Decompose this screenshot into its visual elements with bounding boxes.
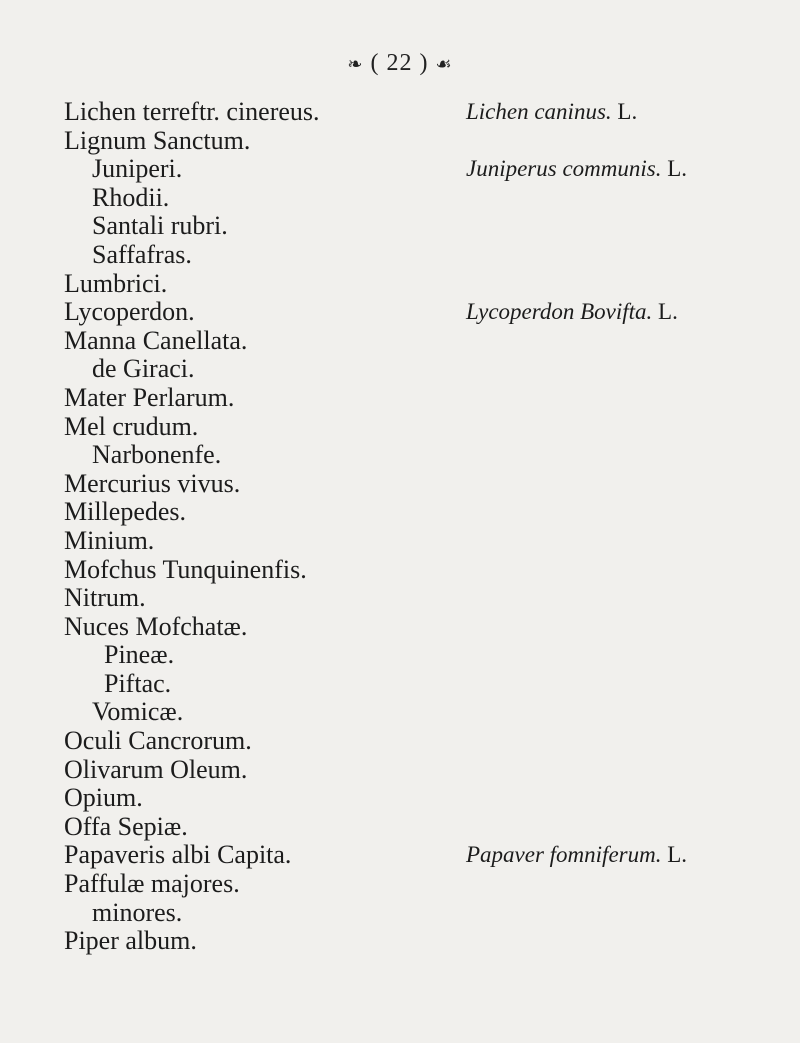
entry-papaveris: Papaveris albi Capita.: [64, 840, 292, 870]
entry-manna-giraci: de Giraci.: [92, 354, 195, 384]
linnaean-name: Lycoperdon Bovifta.: [466, 299, 653, 325]
spacer: [466, 613, 766, 642]
spacer: [466, 756, 766, 785]
entry-juniperi: Juniperi.: [92, 154, 183, 184]
spacer: [466, 813, 766, 842]
linnaean-papaver: [466, 841, 766, 870]
spacer: [466, 327, 766, 356]
right-column: [466, 98, 766, 870]
spacer: [466, 212, 766, 241]
entry-ossa: Offa Sepiæ.: [64, 811, 188, 841]
linnaean-name: Papaver fomniferum.: [466, 842, 662, 868]
spacer: [466, 184, 766, 213]
entry-nuces-pineae: Pineæ.: [104, 640, 175, 670]
entry-mater-perlarum: Mater Perlarum.: [64, 382, 235, 412]
entry-passulae: Paffulæ majores.: [64, 869, 240, 899]
linnaeus-ref: L.: [658, 299, 678, 325]
entry-nuces: Nuces Mofchatæ.: [64, 611, 248, 641]
spacer: [466, 727, 766, 756]
entry-millepedes: Millepedes.: [64, 497, 187, 527]
entry-piper: Piper album.: [64, 926, 197, 956]
entry-olivarum: Olivarum Oleum.: [64, 754, 248, 784]
spacer: [466, 384, 766, 413]
spacer: [466, 241, 766, 270]
entry-minium: Minium.: [64, 525, 155, 555]
linnaeus-ref: L.: [667, 156, 688, 182]
entry-mel-narbonense: Narbonenfe.: [92, 440, 222, 470]
spacer: [466, 527, 766, 556]
spacer: [466, 498, 766, 527]
entry-opium: Opium.: [64, 783, 143, 813]
entry-nuces-vomicae: Vomicæ.: [92, 697, 184, 727]
spacer: [466, 355, 766, 384]
left-column: [64, 98, 464, 956]
spacer: [466, 698, 766, 727]
spacer: [466, 470, 766, 499]
linnaeus-ref: L.: [617, 99, 638, 124]
linnaean-name: Juniperus communis.: [466, 156, 662, 182]
entry-lycoperdon: Lycoperdon.: [64, 297, 195, 327]
spacer: [466, 556, 766, 585]
right-ornament-icon: ☙: [435, 53, 453, 74]
spacer: [466, 584, 766, 613]
entry-nuces-pistac: Piftac.: [104, 668, 172, 698]
page-number: ( 22 ): [370, 50, 429, 76]
spacer: [466, 784, 766, 813]
linnaeus-ref: L.: [667, 842, 688, 868]
spacer: [466, 441, 766, 470]
entry-oculi: Oculi Cancrorum.: [64, 726, 252, 756]
spacer: [466, 127, 766, 156]
entry-passulae-minores: minores.: [92, 897, 183, 927]
entry-mercurius: Mercurius vivus.: [64, 468, 241, 498]
entry-manna: Manna Canellata.: [64, 325, 248, 355]
entry-santali: Santali rubri.: [92, 211, 228, 241]
left-ornament-icon: ❧: [347, 53, 364, 74]
entry-moschus: Mofchus Tunquinenfis.: [64, 554, 307, 584]
linnaean-juniperus: [466, 155, 766, 184]
spacer: [466, 641, 766, 670]
spacer: [466, 413, 766, 442]
entry-saffafras: Saffafras.: [92, 239, 192, 269]
entry-nitrum: Nitrum.: [64, 583, 146, 613]
entry-rhodii: Rhodii.: [92, 182, 170, 212]
spacer: [466, 270, 766, 299]
entry-lignum: Lignum Sanctum.: [64, 125, 251, 155]
linnaean-name: Lichen caninus.: [466, 99, 612, 124]
linnaean-lycoperdon: [466, 298, 766, 327]
entry-lumbrici: Lumbrici.: [64, 268, 168, 298]
spacer: [466, 670, 766, 699]
entry-lichen: Lichen terreftr. cinereus.: [64, 97, 320, 126]
entry-mel: Mel crudum.: [64, 411, 199, 441]
page-header: [0, 50, 800, 77]
linnaean-lichen: [466, 98, 766, 127]
